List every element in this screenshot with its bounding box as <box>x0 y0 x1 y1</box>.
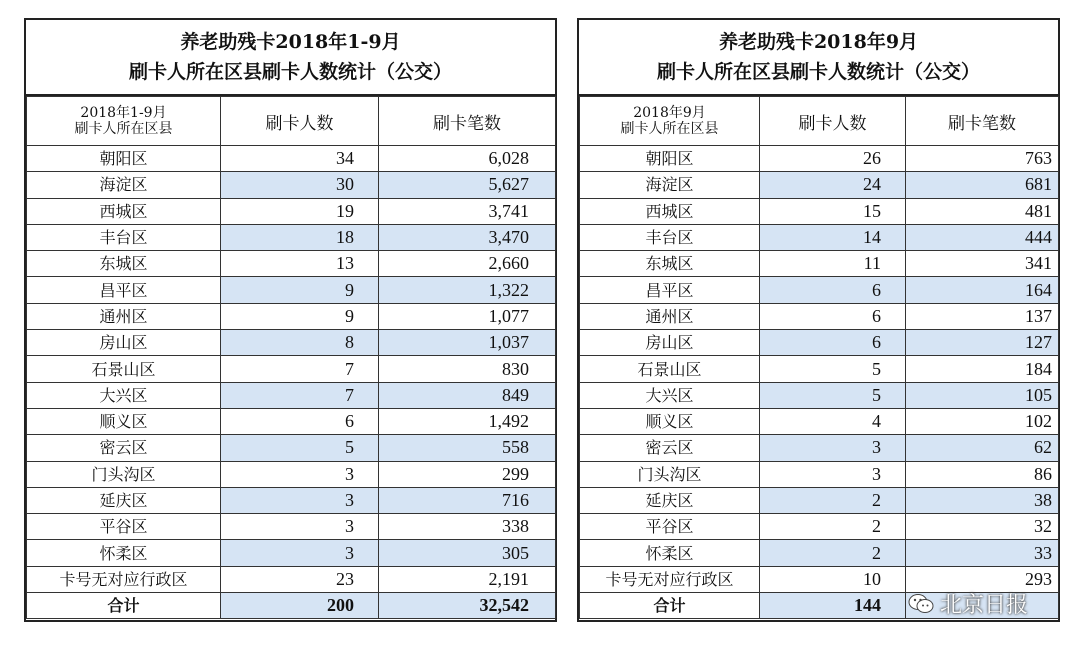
region-cell: 通州区 <box>27 303 221 329</box>
total-label-cell: 合计 <box>580 593 760 619</box>
region-cell: 门头沟区 <box>580 461 760 487</box>
region-cell: 顺义区 <box>27 408 221 434</box>
watermark <box>908 588 1028 619</box>
count-cell: 33 <box>906 540 1059 566</box>
region-cell: 平谷区 <box>580 514 760 540</box>
region-cell: 朝阳区 <box>580 146 760 172</box>
people-cell: 3 <box>760 461 906 487</box>
left-header-count: 刷卡笔数 <box>379 97 556 146</box>
table-row <box>27 330 556 356</box>
table-row <box>27 198 556 224</box>
region-cell: 怀柔区 <box>27 540 221 566</box>
table-row <box>27 514 556 540</box>
people-cell: 7 <box>221 356 379 382</box>
table-row <box>580 146 1059 172</box>
people-cell: 9 <box>221 277 379 303</box>
region-cell: 石景山区 <box>580 356 760 382</box>
right-table-panel <box>577 18 1060 622</box>
left-table-body <box>27 146 556 619</box>
people-cell: 8 <box>221 330 379 356</box>
table-row <box>27 146 556 172</box>
count-cell: 86 <box>906 461 1059 487</box>
right-title-line1: 养老助残卡2018年9月 <box>718 31 919 53</box>
count-cell: 2,191 <box>379 566 556 592</box>
table-row <box>580 461 1059 487</box>
table-row <box>27 303 556 329</box>
people-cell: 3 <box>221 540 379 566</box>
table-row <box>27 251 556 277</box>
people-cell: 3 <box>221 461 379 487</box>
table-row <box>27 382 556 408</box>
table-row <box>580 435 1059 461</box>
people-cell: 26 <box>760 146 906 172</box>
table-row <box>580 251 1059 277</box>
people-cell: 2 <box>760 514 906 540</box>
count-cell: 763 <box>906 146 1059 172</box>
count-cell: 5,627 <box>379 172 556 198</box>
table-row <box>27 277 556 303</box>
count-cell: 481 <box>906 198 1059 224</box>
count-cell: 1,492 <box>379 408 556 434</box>
table-row <box>580 540 1059 566</box>
table-row <box>580 356 1059 382</box>
left-table-panel <box>24 18 557 622</box>
count-cell: 1,037 <box>379 330 556 356</box>
table-row <box>580 514 1059 540</box>
people-cell: 7 <box>221 382 379 408</box>
total-label-cell: 合计 <box>27 593 221 619</box>
region-cell: 密云区 <box>27 435 221 461</box>
people-cell: 3 <box>221 487 379 513</box>
table-row <box>27 540 556 566</box>
people-cell: 30 <box>221 172 379 198</box>
people-cell: 6 <box>760 277 906 303</box>
region-cell: 卡号无对应行政区 <box>580 566 760 592</box>
table-row <box>27 435 556 461</box>
people-cell: 14 <box>760 224 906 250</box>
region-cell: 海淀区 <box>580 172 760 198</box>
count-cell: 1,322 <box>379 277 556 303</box>
table-row <box>27 356 556 382</box>
people-cell: 24 <box>760 172 906 198</box>
region-cell: 西城区 <box>580 198 760 224</box>
region-cell: 怀柔区 <box>580 540 760 566</box>
count-cell: 830 <box>379 356 556 382</box>
left-table-title <box>26 20 555 96</box>
people-cell: 2 <box>760 540 906 566</box>
region-cell: 西城区 <box>27 198 221 224</box>
region-cell: 门头沟区 <box>27 461 221 487</box>
count-cell: 293 <box>906 566 1059 592</box>
table-row <box>27 408 556 434</box>
total-people-cell: 200 <box>221 593 379 619</box>
left-stats-table <box>26 96 556 619</box>
table-row <box>580 198 1059 224</box>
table-row <box>580 277 1059 303</box>
region-cell: 平谷区 <box>27 514 221 540</box>
region-cell: 昌平区 <box>580 277 760 303</box>
count-cell: 299 <box>379 461 556 487</box>
region-cell: 海淀区 <box>27 172 221 198</box>
table-row <box>580 487 1059 513</box>
count-cell: 62 <box>906 435 1059 461</box>
people-cell: 23 <box>221 566 379 592</box>
total-row <box>27 593 556 619</box>
region-cell: 通州区 <box>580 303 760 329</box>
right-header-people: 刷卡人数 <box>760 97 906 146</box>
region-cell: 顺义区 <box>580 408 760 434</box>
people-cell: 4 <box>760 408 906 434</box>
left-header-people: 刷卡人数 <box>221 97 379 146</box>
count-cell: 444 <box>906 224 1059 250</box>
people-cell: 15 <box>760 198 906 224</box>
people-cell: 5 <box>760 382 906 408</box>
count-cell: 184 <box>906 356 1059 382</box>
count-cell: 558 <box>379 435 556 461</box>
region-cell: 卡号无对应行政区 <box>27 566 221 592</box>
region-cell: 东城区 <box>27 251 221 277</box>
left-header-region: 2018年1-9月 刷卡人所在区县 <box>27 97 221 146</box>
count-cell: 164 <box>906 277 1059 303</box>
people-cell: 3 <box>221 514 379 540</box>
people-cell: 10 <box>760 566 906 592</box>
right-stats-table <box>579 96 1059 619</box>
total-count-cell: 32,542 <box>379 593 556 619</box>
people-cell: 6 <box>760 303 906 329</box>
right-header-row <box>580 97 1059 146</box>
region-cell: 朝阳区 <box>27 146 221 172</box>
count-cell: 127 <box>906 330 1059 356</box>
count-cell: 681 <box>906 172 1059 198</box>
people-cell: 3 <box>760 435 906 461</box>
table-row <box>580 382 1059 408</box>
watermark-text: 北京日报 <box>940 593 1029 618</box>
people-cell: 5 <box>221 435 379 461</box>
count-cell: 1,077 <box>379 303 556 329</box>
count-cell: 716 <box>379 487 556 513</box>
count-cell: 32 <box>906 514 1059 540</box>
people-cell: 2 <box>760 487 906 513</box>
people-cell: 9 <box>221 303 379 329</box>
right-title-line2: 刷卡人所在区县刷卡人数统计（公交） <box>656 61 980 83</box>
table-row <box>27 172 556 198</box>
region-cell: 延庆区 <box>27 487 221 513</box>
table-row <box>27 487 556 513</box>
table-row <box>27 461 556 487</box>
table-row <box>580 303 1059 329</box>
count-cell: 849 <box>379 382 556 408</box>
count-cell: 3,470 <box>379 224 556 250</box>
table-row <box>27 566 556 592</box>
people-cell: 5 <box>760 356 906 382</box>
count-cell: 105 <box>906 382 1059 408</box>
count-cell: 102 <box>906 408 1059 434</box>
right-header-region: 2018年9月 刷卡人所在区县 <box>580 97 760 146</box>
table-row <box>27 224 556 250</box>
people-cell: 13 <box>221 251 379 277</box>
right-table-title <box>579 20 1058 96</box>
region-cell: 房山区 <box>27 330 221 356</box>
region-cell: 昌平区 <box>27 277 221 303</box>
table-row <box>580 224 1059 250</box>
wechat-icon <box>908 593 934 615</box>
region-cell: 石景山区 <box>27 356 221 382</box>
region-cell: 房山区 <box>580 330 760 356</box>
table-row <box>580 330 1059 356</box>
region-cell: 丰台区 <box>580 224 760 250</box>
region-cell: 丰台区 <box>27 224 221 250</box>
count-cell: 338 <box>379 514 556 540</box>
region-cell: 延庆区 <box>580 487 760 513</box>
region-cell: 东城区 <box>580 251 760 277</box>
total-people-cell: 144 <box>760 593 906 619</box>
region-cell: 大兴区 <box>27 382 221 408</box>
people-cell: 19 <box>221 198 379 224</box>
people-cell: 6 <box>221 408 379 434</box>
people-cell: 6 <box>760 330 906 356</box>
count-cell: 341 <box>906 251 1059 277</box>
people-cell: 34 <box>221 146 379 172</box>
left-title-line2: 刷卡人所在区县刷卡人数统计（公交） <box>128 61 452 83</box>
region-cell: 大兴区 <box>580 382 760 408</box>
left-header-row <box>27 97 556 146</box>
count-cell: 38 <box>906 487 1059 513</box>
table-row <box>580 408 1059 434</box>
left-title-line1: 养老助残卡2018年1-9月 <box>180 31 401 53</box>
count-cell: 305 <box>379 540 556 566</box>
count-cell: 137 <box>906 303 1059 329</box>
count-cell: 3,741 <box>379 198 556 224</box>
right-header-count: 刷卡笔数 <box>906 97 1059 146</box>
right-table-body <box>580 146 1059 619</box>
people-cell: 11 <box>760 251 906 277</box>
region-cell: 密云区 <box>580 435 760 461</box>
table-row <box>580 172 1059 198</box>
count-cell: 6,028 <box>379 146 556 172</box>
people-cell: 18 <box>221 224 379 250</box>
count-cell: 2,660 <box>379 251 556 277</box>
